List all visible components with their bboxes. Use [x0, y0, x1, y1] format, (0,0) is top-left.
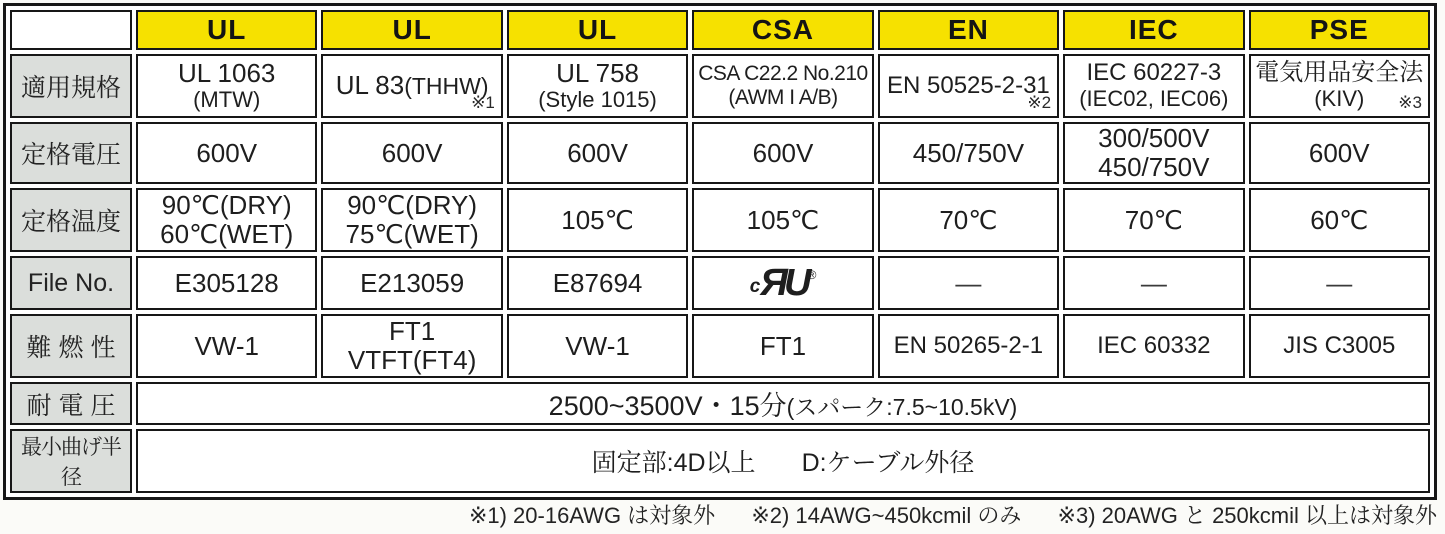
flame-cell: FT1	[692, 314, 873, 378]
cell-subline: (AWM I A/B)	[728, 86, 838, 109]
row-label-voltage: 定格電圧	[10, 122, 132, 184]
cell-line: IEC 60227-3	[1086, 59, 1222, 87]
file-no-cell: E213059	[321, 256, 502, 310]
col-header-ul-2: UL	[321, 10, 502, 50]
cell-subline: (IEC02, IEC06)	[1079, 86, 1229, 112]
cul-recognized-mark-icon: cЯU®	[749, 262, 817, 305]
row-rated-voltage	[10, 122, 1430, 184]
col-header-iec: IEC	[1063, 10, 1244, 50]
file-no-cell: —	[1249, 256, 1430, 310]
footnote-ref-2: ※2	[1027, 93, 1052, 112]
flame-cell: EN 50265-2-1	[878, 314, 1059, 378]
row-flame-retardance	[10, 314, 1430, 378]
voltage-cell: 600V	[692, 122, 873, 184]
row-label-standards: 適用規格	[10, 54, 132, 118]
cell-line: CSA C22.2 No.210	[698, 62, 868, 86]
header-row	[10, 10, 1430, 50]
temperature-cell: 70℃	[878, 188, 1059, 252]
temperature-cell: 105℃	[507, 188, 688, 252]
col-header-ul-3: UL	[507, 10, 688, 50]
row-withstand-voltage	[10, 382, 1430, 425]
cell-line: UL 1063	[178, 58, 276, 89]
footnote-ref-1: ※1	[471, 93, 495, 112]
temperature-cell: 60℃	[1249, 188, 1430, 252]
voltage-cell: 600V	[507, 122, 688, 184]
file-no-cell: —	[878, 256, 1059, 310]
cell-line: 電気用品安全法	[1255, 59, 1424, 87]
col-header-csa: CSA	[692, 10, 873, 50]
row-label-flame: 難 燃 性	[10, 314, 132, 378]
row-standards	[10, 54, 1430, 118]
temperature-cell: 105℃	[692, 188, 873, 252]
file-no-cell: E87694	[507, 256, 688, 310]
row-label-bend: 最小曲げ半径	[10, 429, 132, 493]
temperature-cell: 70℃	[1063, 188, 1244, 252]
corner-cell	[10, 10, 132, 50]
voltage-cell: 600V	[136, 122, 317, 184]
cell-line: EN 50525-2-31	[887, 71, 1050, 99]
standards-pse-cell	[1249, 54, 1430, 118]
temperature-cell: 90℃(DRY) 75℃(WET)	[321, 188, 502, 252]
cell-subline: (KIV)	[1314, 86, 1365, 112]
row-label-temperature: 定格温度	[10, 188, 132, 252]
file-no-csa-cell	[692, 256, 873, 310]
file-no-cell: E305128	[136, 256, 317, 310]
temperature-cell: 90℃(DRY) 60℃(WET)	[136, 188, 317, 252]
spec-table-frame	[3, 3, 1437, 500]
footnote-2: ※2) 14AWG~450kcmil のみ	[751, 503, 1022, 528]
footnotes	[469, 499, 1437, 530]
voltage-cell: 600V	[321, 122, 502, 184]
standards-ul758-cell	[507, 54, 688, 118]
flame-cell: FT1 VTFT(FT4)	[321, 314, 502, 378]
withstand-voltage-cell	[136, 382, 1430, 425]
flame-cell: VW-1	[507, 314, 688, 378]
col-header-pse: PSE	[1249, 10, 1430, 50]
standards-csa-cell	[692, 54, 873, 118]
cell-line: UL 83(THHW)	[335, 70, 489, 101]
footnote-ref-3: ※3	[1398, 93, 1422, 112]
withstand-value: 2500~3500V・15分	[548, 391, 787, 422]
row-min-bend-radius	[10, 429, 1430, 493]
footnote-1: ※1) 20-16AWG は対象外	[468, 503, 716, 528]
certification-spec-table	[6, 6, 1434, 497]
flame-cell: JIS C3005	[1249, 314, 1430, 378]
voltage-cell: 600V	[1249, 122, 1430, 184]
row-label-file-no: File No.	[10, 256, 132, 310]
flame-cell: VW-1	[136, 314, 317, 378]
standards-iec-cell	[1063, 54, 1244, 118]
withstand-spark-note: (スパーク:7.5~10.5kV)	[786, 394, 1018, 421]
row-rated-temperature	[10, 188, 1430, 252]
flame-cell: IEC 60332	[1063, 314, 1244, 378]
cell-line: UL 758	[556, 58, 639, 89]
standards-ul1063-cell	[136, 54, 317, 118]
row-label-withstand: 耐 電 圧	[10, 382, 132, 425]
file-no-cell: —	[1063, 256, 1244, 310]
min-bend-radius-cell	[136, 429, 1430, 493]
voltage-cell: 300/500V 450/750V	[1063, 122, 1244, 184]
col-header-en: EN	[878, 10, 1059, 50]
standards-ul83-cell	[321, 54, 502, 118]
voltage-cell: 450/750V	[878, 122, 1059, 184]
bend-diameter-note: D:ケーブル外径	[801, 449, 975, 478]
col-header-ul-1: UL	[136, 10, 317, 50]
cell-subline: (MTW)	[193, 87, 261, 113]
standards-en-cell	[878, 54, 1059, 118]
bend-fixed-part: 固定部:4D以上	[591, 449, 756, 478]
footnote-3: ※3) 20AWG と 250kcmil 以上は対象外	[1057, 503, 1437, 528]
cell-subline: (Style 1015)	[538, 87, 657, 113]
row-file-no	[10, 256, 1430, 310]
